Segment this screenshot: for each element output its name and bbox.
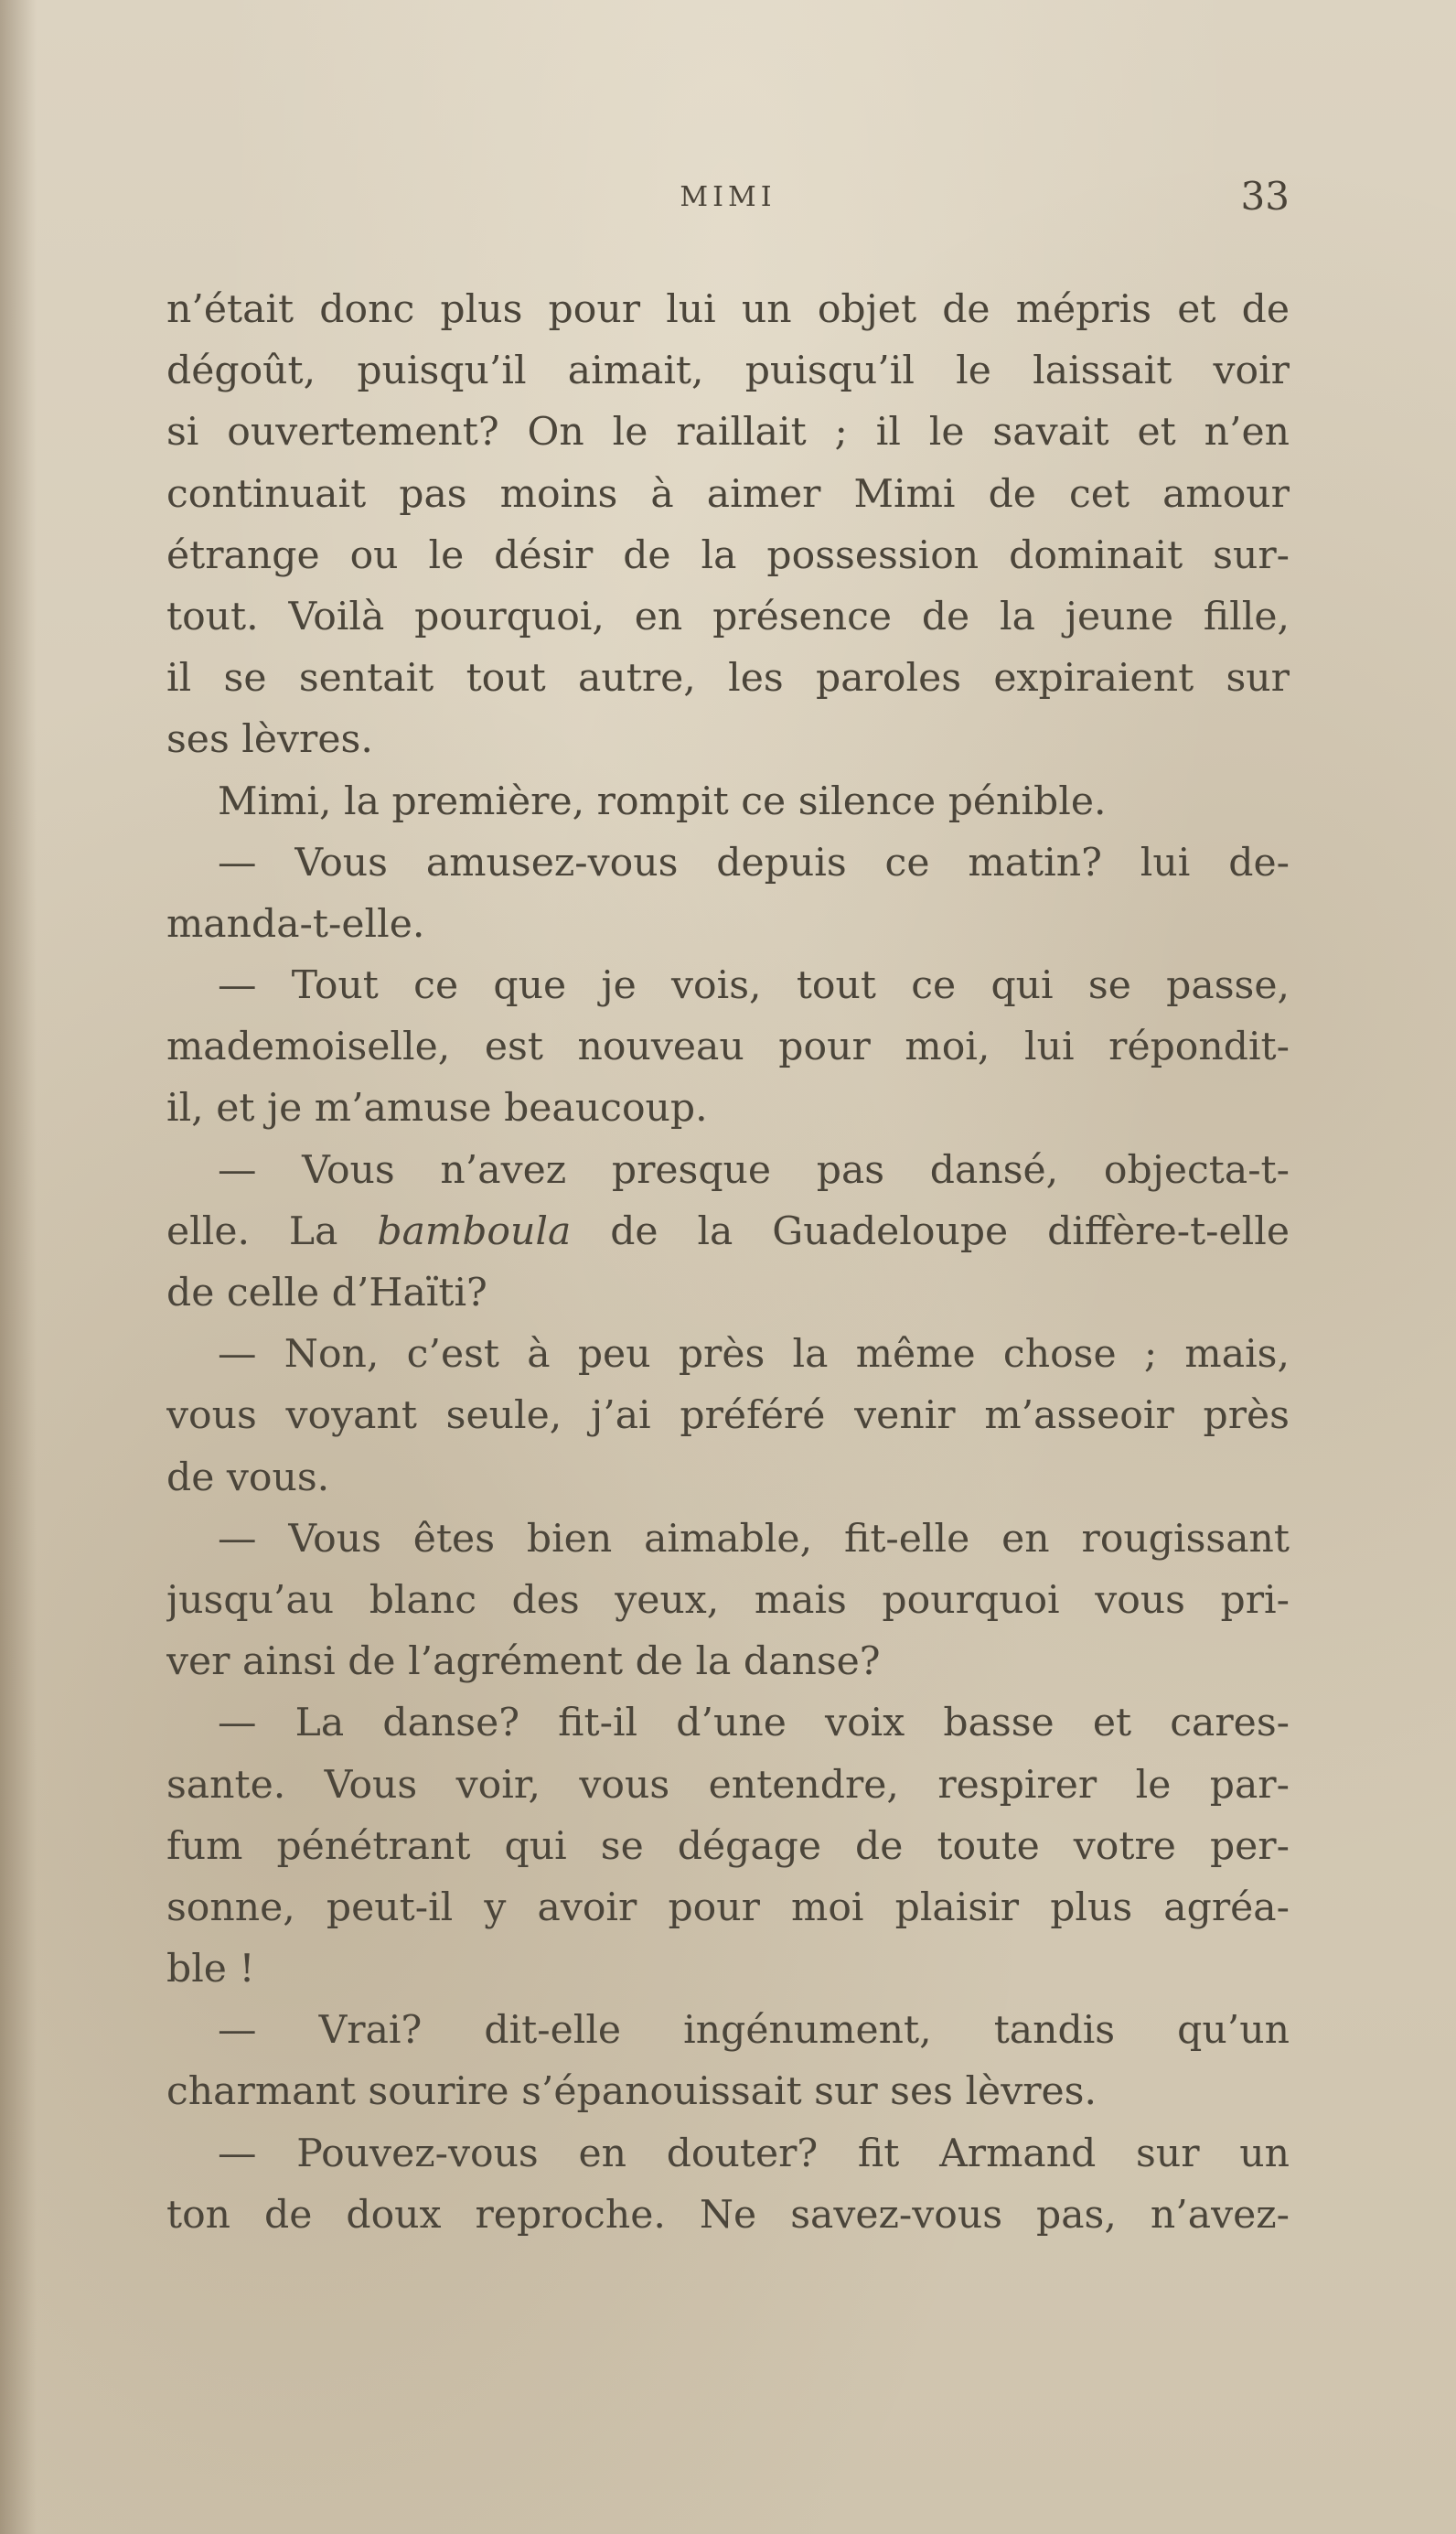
text-line: — Non, c’est à peu près la même chose ; mais, bbox=[218, 1332, 1290, 1378]
text-line: mademoiselle, est nouveau pour moi, lui répondit- bbox=[166, 1025, 1290, 1070]
running-title: MIMI bbox=[680, 181, 776, 213]
text-line: — Vous êtes bien aimable, fit-elle en rougissant bbox=[218, 1516, 1290, 1562]
text-line: manda-t-elle. bbox=[166, 901, 425, 947]
text-line: sonne, peut-il y avoir pour moi plaisir plus agréa- bbox=[166, 1884, 1290, 1930]
text-line: — Vous amusez-vous depuis ce matin? lui de- bbox=[218, 840, 1290, 886]
text-line: il se sentait tout autre, les paroles expiraient sur bbox=[166, 656, 1290, 702]
text-line: si ouvertement? On le raillait ; il le savait et n’en bbox=[166, 410, 1290, 456]
italic-word: bamboula bbox=[377, 1208, 572, 1254]
text-line: ver ainsi de l’agrément de la danse? bbox=[166, 1639, 881, 1685]
text-line: ble ! bbox=[166, 1947, 255, 1992]
text-line: dégoût, puisqu’il aimait, puisqu’il le laissait voir bbox=[166, 349, 1290, 394]
text-line: de celle d’Haïti? bbox=[166, 1271, 487, 1315]
text-line: ses lèvres. bbox=[166, 717, 373, 763]
page-edge-shadow bbox=[0, 0, 37, 2534]
text-line: jusqu’au blanc des yeux, mais pourquoi vous pri- bbox=[166, 1577, 1290, 1623]
text-line: — La danse? fit-il d’une voix basse et cares- bbox=[218, 1701, 1290, 1746]
text-segment: de la Guadeloupe diffère-t-elle bbox=[571, 1208, 1290, 1254]
text-line: vous voyant seule, j’ai préféré venir m’asseoir près bbox=[166, 1393, 1290, 1439]
text-line: il, et je m’amuse beaucoup. bbox=[166, 1086, 708, 1132]
text-line: continuait pas moins à aimer Mimi de cet amour bbox=[166, 471, 1290, 517]
text-line: de vous. bbox=[166, 1455, 330, 1500]
body-text bbox=[166, 279, 1290, 2246]
text-line: — Tout ce que je vois, tout ce qui se passe, bbox=[218, 963, 1290, 1009]
text-line: charmant sourire s’épanouissait sur ses lèvres. bbox=[166, 2069, 1097, 2115]
text-line: ton de doux reproche. Ne savez-vous pas, n’avez- bbox=[166, 2192, 1290, 2238]
text-line: — Pouvez-vous en douter? fit Armand sur un bbox=[218, 2131, 1290, 2176]
text-line: Mimi, la première, rompit ce silence pénible. bbox=[218, 778, 1107, 824]
text-line: n’était donc plus pour lui un objet de mépris et de bbox=[166, 287, 1290, 332]
text-line: — Vrai? dit-elle ingénument, tandis qu’un bbox=[218, 2008, 1290, 2054]
text-segment: elle. La bbox=[166, 1208, 378, 1254]
text-line: — Vous n’avez presque pas dansé, objecta-t- bbox=[218, 1147, 1290, 1193]
page-number: 33 bbox=[1240, 174, 1290, 219]
text-line-with-italic bbox=[166, 1201, 1290, 1262]
text-line: étrange ou le désir de la possession dominait sur- bbox=[166, 532, 1290, 578]
text-line: fum pénétrant qui se dégage de toute votre per- bbox=[166, 1823, 1290, 1869]
running-head bbox=[0, 174, 1456, 220]
text-line: tout. Voilà pourquoi, en présence de la jeune fille, bbox=[166, 594, 1290, 639]
text-line: sante. Vous voir, vous entendre, respirer le par- bbox=[166, 1762, 1290, 1808]
